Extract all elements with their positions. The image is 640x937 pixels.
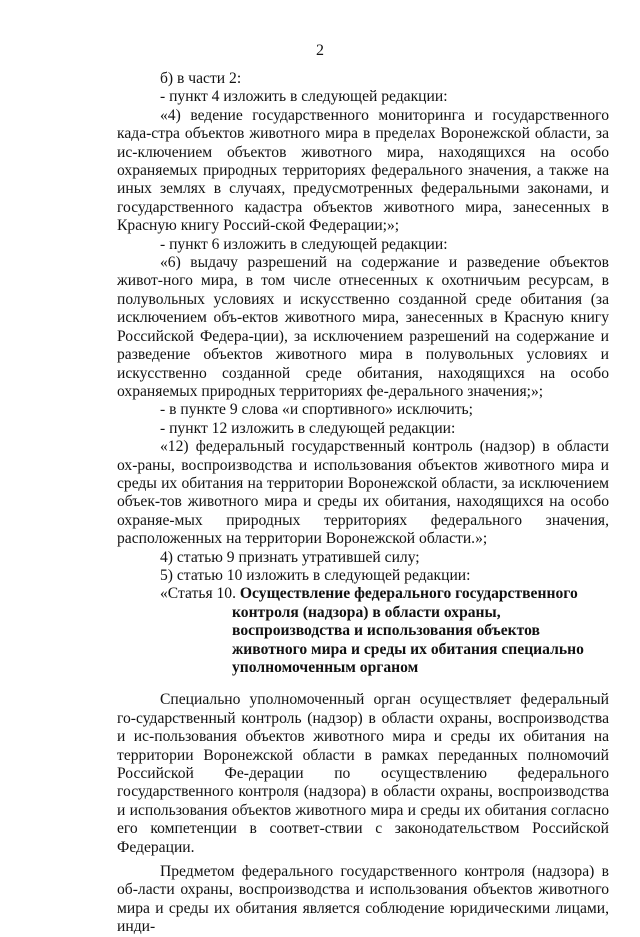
article-heading-line-2: контроля (надзора) в области охраны, (232, 603, 501, 621)
paragraph-item-6-text: «6) выдачу разрешений на содержание и разведение объектов живот-ного мира, в том числе отнесенных к охотничьим ресурсам, в полувольных условиях и искусственно созданной среде обитания (за исключением объ-ектов животного мира, занесенных в Красную книгу Российской Федера-ции), за исключением разрешений на содержание и разведение объектов животного мира в полувольных условиях и искусственно созданной среде обитания, находящихся на особо охраняемых природных территориях фе-дерального значения;»; (117, 254, 609, 400)
paragraph-item-4-text: «4) ведение государственного мониторинга и государственного када-стра объектов животного мира в пределах Воронежской области, за ис-ключением объектов животного мира, находящихся на особо охраняемых природных территориях федерального значения, а также на иных землях в случаях, предусмотренных федеральными законами, и государственного кадастра объектов животного мира, занесенных в Красную книгу Россий-ской Федерации;»; (117, 106, 609, 235)
article-heading-line-1: «Статья 10. Осуществление федерального государственного (160, 585, 578, 603)
page-number: 2 (316, 42, 324, 59)
paragraph-item-9: - в пункте 9 слова «и спортивного» исключить; (160, 401, 474, 419)
paragraph-item-6-intro: - пункт 6 изложить в следующей редакции: (160, 235, 448, 253)
paragraph-item-12-text: «12) федеральный государственный контроль (надзор) в области ох-раны, воспроизводства и использования объектов животного мира и среды их обитания на территории Воронежской области, за исключением объек-тов животного мира и среды их обитания, находящихся на особо охраняе-мых природных территориях федерального значения, расположенных на территории Воронежской области.»; (117, 438, 609, 548)
article-heading-line-3: воспроизводства и использования объектов (232, 622, 540, 640)
paragraph-item-4-intro: - пункт 4 изложить в следующей редакции: (160, 88, 448, 106)
article-heading-line-4: животного мира и среды их обитания специально (232, 640, 584, 658)
paragraph-article-10-intro: 5) статью 10 изложить в следующей редакции: (160, 566, 471, 584)
paragraph-article-10-subject: Предметом федерального государственного контроля (надзора) в об-ласти охраны, воспроизводства и использования объектов животного мира и среды их обитания является соблюдение юридическими лицами, инди- (117, 863, 609, 936)
paragraph-item-12-intro: - пункт 12 изложить в следующей редакции: (160, 419, 456, 437)
article-heading (160, 585, 609, 677)
paragraph-article-9: 4) статью 9 признать утратившей силу; (160, 548, 420, 566)
document-body (117, 70, 609, 937)
paragraph-article-10-body: Специально уполномоченный орган осуществляет федеральный го-сударственный контроль (надзор) в области охраны, воспроизводства и ис-пользования объектов животного мира и среды их обитания на территории Воронежской области в рамках переданных полномочий Российской Фе-дерации по осуществлению федерального государственного контроля (надзора) в области охраны, воспроизводства и использования объектов животного мира и среды их обитания согласно его компетенции в соответ-ствии с законодательством Российской Федерации. (117, 691, 609, 856)
paragraph-part-b: б) в части 2: (160, 70, 242, 87)
article-label: «Статья 10. (160, 585, 237, 603)
article-heading-line-5: уполномоченным органом (232, 659, 419, 676)
